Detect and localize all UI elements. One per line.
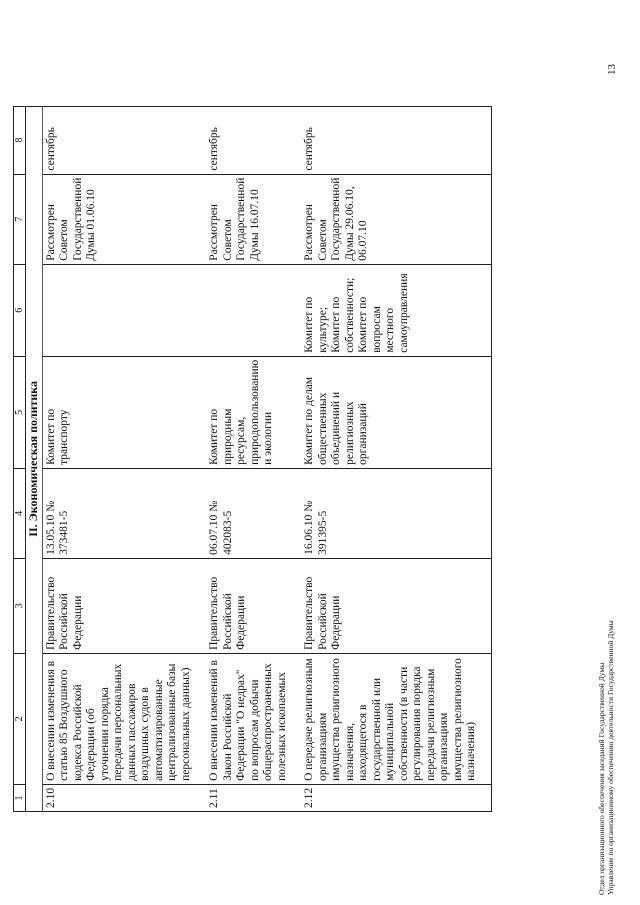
bill-initiator: Правительство Российской Федерации xyxy=(301,558,491,653)
responsible-committee: Комитет по транспорту xyxy=(42,356,206,468)
responsible-committee: Комитет по делам общественных объединений и религиозных организаций xyxy=(301,356,491,468)
registration-info: 13.05.10 № 373481-5 xyxy=(42,468,206,558)
page-number: 13 xyxy=(606,64,618,75)
column-number: 4 xyxy=(14,468,26,558)
section-title: II. Экономическая политика xyxy=(26,106,43,811)
bill-initiator: Правительство Российской Федерации xyxy=(206,558,301,653)
column-number: 3 xyxy=(14,558,26,653)
council-status: Рассмотрен Советом Государственной Думы 16.07.10 xyxy=(206,174,301,264)
legislation-table xyxy=(13,106,492,812)
row-number: 2.12 xyxy=(301,784,491,811)
registration-info: 16.06.10 № 391395-5 xyxy=(301,468,491,558)
responsible-committee: Комитет по природным ресурсам, природопользованию и экологии xyxy=(206,356,301,468)
bill-title: О внесении изменений в Закон Российской Федерации "О недрах" по вопросам добычи общераспространенных полезных ископаемых xyxy=(206,653,301,784)
column-number: 1 xyxy=(14,784,26,811)
column-number: 5 xyxy=(14,356,26,468)
bill-title: О передаче религиозным организациям имущества религиозного назначения, находящегося в государственной или муниципальной собственности (в части регулирования порядка передачи религиозным организациям имущества религиозного назначения) xyxy=(301,653,491,784)
planned-month: сентябрь xyxy=(42,106,206,174)
row-number: 2.10 xyxy=(42,784,206,811)
section-heading-row xyxy=(26,106,43,811)
table-row xyxy=(301,106,491,811)
co-executors xyxy=(206,264,301,356)
footer-line: Управление по организационному обеспечению деятельности Государственной Думы xyxy=(606,620,615,895)
column-number-row xyxy=(14,106,26,811)
planned-month: сентябрь xyxy=(206,106,301,174)
bill-title: О внесении изменения в статью 85 Воздушного кодекса Российской Федерации (об уточнении порядка передачи персональных данных пассажиров воздушных судов в автоматизированные централизованные базы персональных данных) xyxy=(42,653,206,784)
column-number: 6 xyxy=(14,264,26,356)
co-executors: Комитет по культуре; Комитет по собственности; Комитет по вопросам местного самоуправления xyxy=(301,264,491,356)
column-number: 7 xyxy=(14,174,26,264)
column-number: 2 xyxy=(14,653,26,784)
footer-line: Отдел организационного обеспечения заседаний Государственной Думы xyxy=(597,662,606,895)
registration-info: 06.07.10 № 402083-5 xyxy=(206,468,301,558)
row-number: 2.11 xyxy=(206,784,301,811)
column-number: 8 xyxy=(14,106,26,174)
planned-month: сентябрь xyxy=(301,106,491,174)
co-executors xyxy=(42,264,206,356)
table-row xyxy=(206,106,301,811)
council-status: Рассмотрен Советом Государственной Думы 29.06.10, 06.07.10 xyxy=(301,174,491,264)
table-row xyxy=(42,106,206,811)
council-status: Рассмотрен Советом Государственной Думы 01.06.10 xyxy=(42,174,206,264)
page-footer xyxy=(597,620,615,895)
bill-initiator: Правительство Российской Федерации xyxy=(42,558,206,653)
